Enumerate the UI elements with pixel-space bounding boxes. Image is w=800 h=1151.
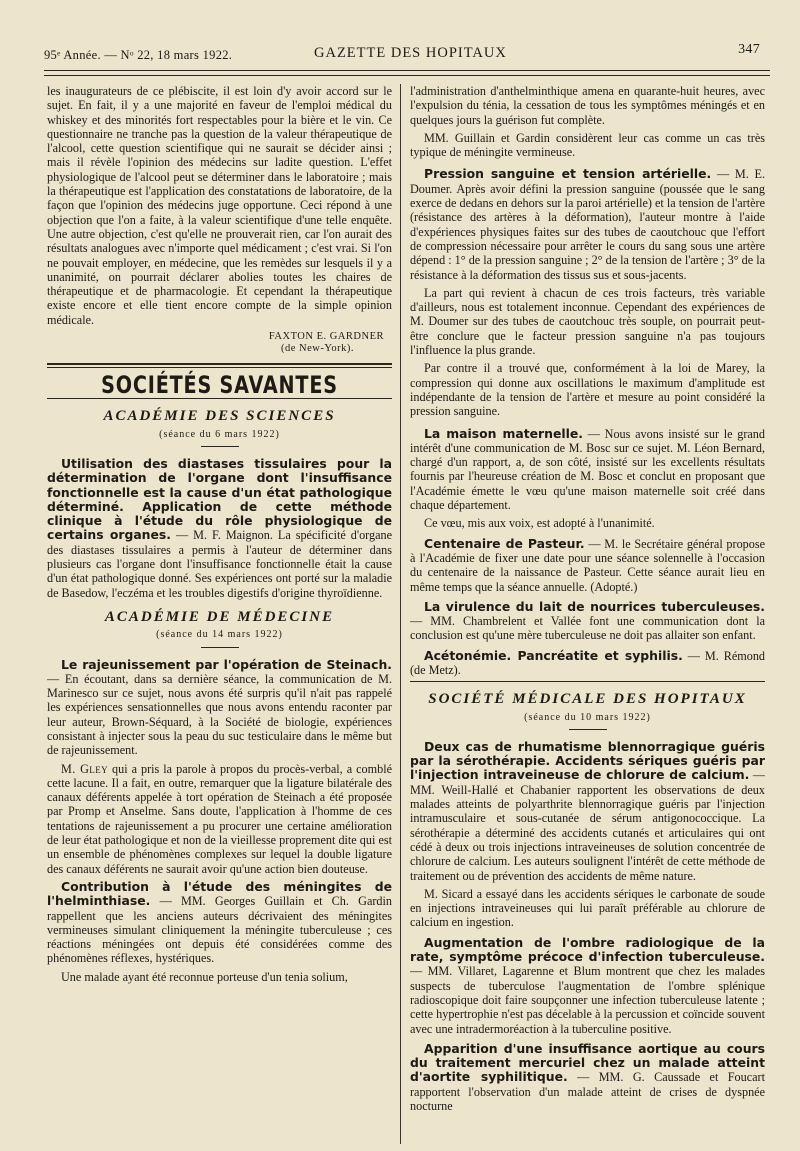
article-body: — MM. Villaret, Lagarenne et Blum montrent que chez les malades suspects de tuberculose l'augmentation de l'ombre splénique radioscopique doit faire soupçonner une infection tuberculeuse latente ; cette hypertrophie n'est pas décelable à la percussion et coïncide souvent avec une intradermoréaction à la tuberculine positive. xyxy=(410,964,765,1036)
article-pression-p3: Par contre il a trouvé que, conformément à la loi de Marey, la compression qui donne aux oscillations le maximum d'amplitude est indépendante de la tension de l'artère et mesure au point considéré la pression sanguine. xyxy=(410,361,765,419)
page-number: 347 xyxy=(738,42,760,57)
article-body: — MM. Georges Guillain et Ch. Gardin rappellent que les anciens auteurs décrivaient des méningites vermineuses simulant cliniquement la méningite tuberculeuse ; ces réactions méningées ont depuis été considérées comme des phénomènes réflexes, hystériques. xyxy=(47,894,392,966)
header-rule xyxy=(44,70,770,76)
article-meningites xyxy=(47,880,392,966)
article-body: — MM. Weill-Hallé et Chabanier rapportent les observations de deux malades atteints de polyarthrite blennorragique guéris par l'injection intramusculaire et sous-cutanée de sérum antigonococcique. La sérothérapie a déterminé des accidents cutanés et articulaires qui ont cédé à deux ou trois injections intraveineuses de solution concentrée de chlorure de calcium. Les auteurs soulignent l'intérêt de cette méthode de traitement ou de prévention des accidents de même nature. xyxy=(410,768,765,883)
article-pression xyxy=(410,167,765,281)
right-column xyxy=(410,84,765,1144)
academy-medecine-heading: ACADÉMIE DE MÉDECINE xyxy=(104,608,335,625)
article-meningites-cont: Une malade ayant été reconnue porteuse d'un tenia solium, xyxy=(61,969,348,984)
academy-sciences-heading: ACADÉMIE DES SCIENCES xyxy=(103,408,336,425)
meningites-conclusion: MM. Guillain et Gardin considèrent leur cas comme un cas très typique de méningite vermineuse. xyxy=(410,130,765,160)
article-rhumatisme xyxy=(410,740,765,883)
section-rule xyxy=(47,363,392,368)
article-body: — MM. G. Caussade et Foucart rapportent l'observation d'un malade atteint de crises de dyspnée nocturne xyxy=(410,1070,765,1113)
article-body: — En écoutant, dans sa dernière séance, la communication de M. Marinesco sur ce sujet, nous avons été surpris qu'il n'ait pas rappelé les expériences sensationnelles que nous avons entendu raconter par leur auteur, Brown-Séquard, à la Société de biologie, expériences consistant à injecter sous la peau du suc testiculaire dans le même but de rajeunissement. xyxy=(47,671,392,758)
article-body: — M. le Secrétaire général propose à l'Académie de fixer une date pour une séance solennelle à l'occasion du centenaire de la naissance de Pasteur. Cette séance aurait lieu en même temps que la séance annuelle. (Adopté.) xyxy=(410,536,765,594)
article-body: — M. Rémond (de Metz). xyxy=(410,648,765,677)
society-rule xyxy=(410,681,765,682)
article-body: — Nous avons insisté sur le grand intérêt d'une communication de M. Bosc sur ce sujet. M. Léon Bernard, chargé d'un rapport, a, de son côté, insisté sur les excellents résultats fournis par l'heureuse création de M. Bosc et conclut en proposant que l'Académie émette le vœu qu'une maison maternelle soit créé dans chaque département. xyxy=(410,426,765,513)
article-diastases xyxy=(47,457,392,600)
article-title: Utilisation des diastases tissulaires pour la détermination de l'organe dont l'insuffisance fonctionnelle est la cause d'un état pathologique déterminé. Application de cette méthode clinique à l'étude du rôle physiologique de certains organes. xyxy=(47,455,392,543)
article-body: La spécificité d'organe des diastases tissulaires a permis à l'auteur de déterminer dans plusieurs cas l'organe dont l'insuffisance fonctionnelle était la cause d'un état pathologique donné. Ses expériences ont porté sur la maladie de Basedow, l'eczéma et les troubles digestifs d'origine thyroïdienne. xyxy=(47,528,392,600)
article-steinach xyxy=(47,658,392,758)
article-body: qui a pris la parole à propos du procès-verbal, a comblé cette lacune. Il a fait, en outre, remarquer que la ligature bilatérale des canaux déférents appelée à tort opération de Steinach a été proposée par Promp et Anselme. Sans doute, l'application à l'homme de ces tentations de rajeunissement a pu procurer une certaine amélioration de leur état pathologique et non de la vieillesse proprement dite qui est un ensemble de phénomènes complexes sur lequel la double ligature des canaux déférents ne saurait avoir qu'une action bien douteuse. xyxy=(47,761,392,876)
article-body: — MM. Chambrelent et Vallée font une communication dont la conclusion est qu'une mère tuberculeuse ne doit pas allaiter son enfant. xyxy=(410,614,765,643)
article-title: Acétonémie. Pancréatite et syphilis. xyxy=(424,647,683,663)
page-header xyxy=(44,42,770,68)
column-divider xyxy=(400,84,401,1144)
signature-name: FAXTON E. GARDNER xyxy=(268,331,384,343)
signature-origin: (de New-York). xyxy=(280,343,354,355)
article-virulence xyxy=(410,600,765,643)
session-date: (séance du 10 mars 1922) xyxy=(524,711,651,723)
issue-info: 95ᵉ Année. — Nᵒ 22, 18 mars 1922. xyxy=(44,48,233,62)
article-title: Apparition d'une insuffisance aortique au cours du traitement mercuriel chez un malade atteint d'aortite syphilitique. xyxy=(410,1040,765,1085)
article-rate xyxy=(410,936,765,1036)
short-rule xyxy=(201,647,239,648)
session-date: (séance du 6 mars 1922) xyxy=(159,428,280,440)
article-title: Deux cas de rhumatisme blennorragique guéris par la sérothérapie. Accidents sériques guéris par l'injection intraveineuse de chlorure de calcium. xyxy=(410,738,765,783)
short-rule xyxy=(201,446,239,447)
article-acetonemie xyxy=(410,649,765,678)
article-title: Augmentation de l'ombre radiologique de la rate, symptôme précoce d'infection tuberculeuse. xyxy=(410,934,765,965)
article-author: — M. F. Maignon. xyxy=(175,528,273,543)
meningites-end: l'administration d'anthelminthique amena en quarante-huit heures, avec l'expulsion du ténia, la cessation de tous les symptômes méningés et en quelques jours la guérison fut complète. xyxy=(410,84,765,127)
article-steinach-cont xyxy=(47,762,392,876)
article-body: Après avoir défini la pression sanguine (poussée que le sang exerce de dedans en dehors sur la paroi artérielle) et la tension de l'artère (résistance des artères à la déformation), l'auteur montre à l'aide d'expériences physiques faites sur des tubes de caoutchouc que l'effort de compression nécessaire pour arrêter le cours du sang sous une artère dépend : 1° de la pression sanguine ; 2° de la tension de l'artère ; 3° de la résistance à la déformation des tissus sus et sous-jacents. xyxy=(410,181,765,282)
article-author: — M. E. Doumer. xyxy=(410,167,765,196)
short-rule xyxy=(569,729,607,730)
session-date: (séance du 14 mars 1922) xyxy=(156,629,283,641)
article-rhumatisme-p2: M. Sicard a essayé dans les accidents sériques le carbonate de soude en injections intraveineuses qui lui paraît préférable au chlorure de calcium en ingestion. xyxy=(410,886,765,930)
article-title: Le rajeunissement par l'opération de Steinach. xyxy=(61,656,392,672)
article-title: La maison maternelle. xyxy=(424,425,583,441)
signature xyxy=(47,331,384,355)
article-title: Contribution à l'étude des méningites de l'helminthiase. xyxy=(47,878,392,909)
article-title: Pression sanguine et tension artérielle. xyxy=(424,166,712,182)
gardner-article-end: les inaugurateurs de ce plébiscite, il est loin d'y avoir accord sur le sujet. En fait, il y a une majorité en faveur de l'emploi médical du whiskey et des minorités fort respectables pour la bière et le vin. Ce questionnaire ne tranche pas la question de la valeur thérapeutique de l'alcool, cette question scientifique qui ne saurait se décider ainsi ; mais il révèle l'opinion des médecins sur ladite question. L'effet physiologique de l'alcool peut se déterminer dans le laboratoire ; mais la thérapeutique est l'application des constatations de laboratoire, de la façon que l'opinion des médecins juge opportune. Ceci répond à une objection que l'on a faite, à la valeur scientifique d'une telle enquête. Une autre objection, c'est qu'elle ne prouverait rien, car l'on aurait des résultats analogues avec n'importe quel médicament ; c'est vrai. Si l'on ne pouvait employer, en médecine, que les remèdes sur lesquels il y a unanimité, on pourrait déclarer abolies toutes les chaires de thérapeutique et de pharmacologie. Et cependant la thérapeutique existe encore et elle tient encore compte de la simple opinion médicale. xyxy=(47,84,392,327)
article-title: Centenaire de Pasteur. xyxy=(424,535,585,551)
author-name: M. Gley xyxy=(61,761,108,776)
section-title: SOCIÉTÉS SAVANTES xyxy=(101,371,338,400)
societe-medicale-heading: SOCIÉTÉ MÉDICALE DES HOPITAUX xyxy=(428,691,747,708)
article-maison xyxy=(410,427,765,513)
article-title: La virulence du lait de nourrices tuberculeuses. xyxy=(424,598,765,614)
article-maison-p2: Ce vœu, mis aux voix, est adopté à l'unanimité. xyxy=(424,516,655,531)
left-column xyxy=(47,84,392,1144)
article-pasteur xyxy=(410,537,765,594)
article-pression-p2: La part qui revient à chacun de ces trois facteurs, très variable d'ailleurs, nous est totalement inconnue. Cependant des expériences de M. Doumer sur des tubes de caoutchouc très souple, on pourrait peut-être conclure que le facteur pression sanguine n'a pas toujours l'influence la plus grande. xyxy=(410,285,765,358)
article-aortique xyxy=(410,1042,765,1113)
journal-title: GAZETTE DES HOPITAUX xyxy=(314,45,507,61)
